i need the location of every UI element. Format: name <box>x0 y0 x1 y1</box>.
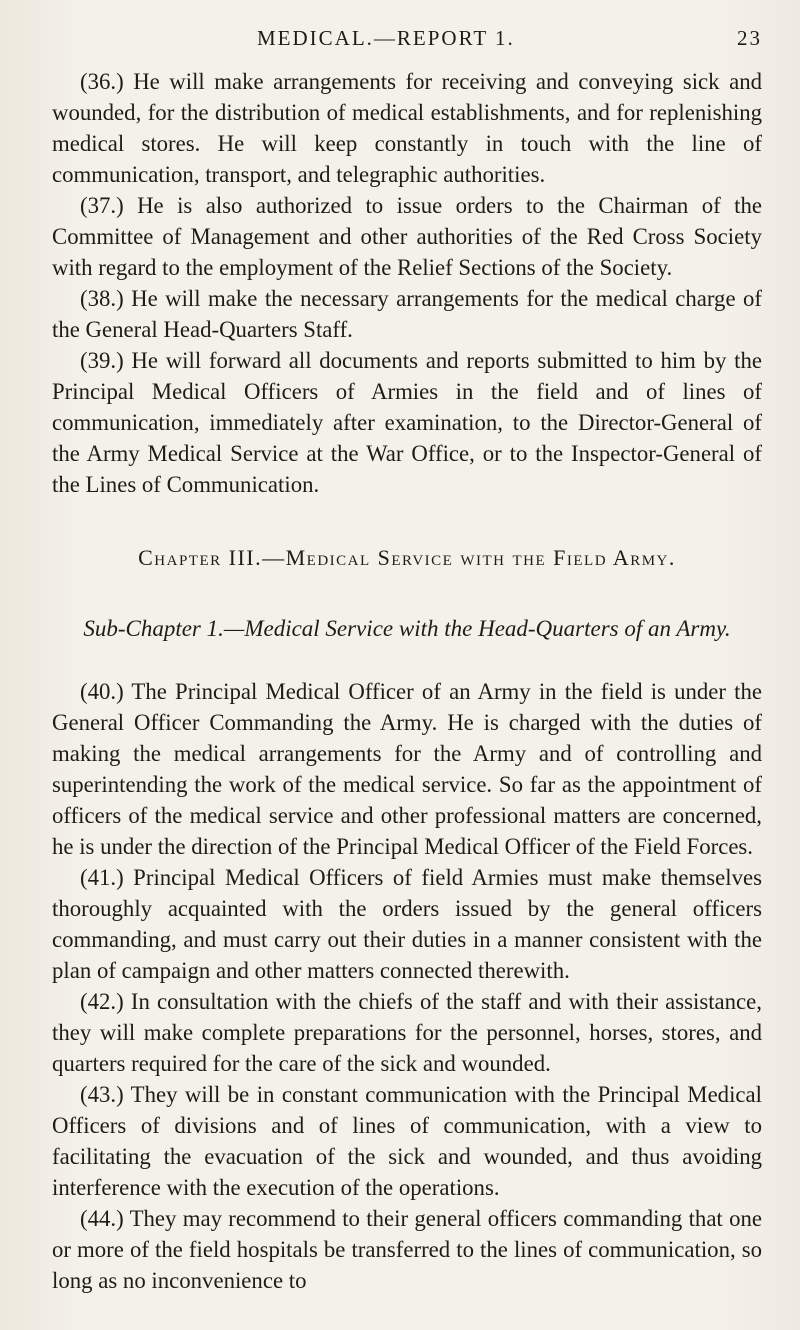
paragraph-43: (43.) They will be in constant communication with the Principal Medical Officers of divisions and of lines of communication, with a view to facilitating the evacuation of the sick and wounded, and thus avoiding interference with the execution of the operations. <box>52 1082 762 1200</box>
paragraph-41: (41.) Principal Medical Officers of field Armies must make themselves thoroughly acquainted with the orders issued by the general officers commanding, and must carry out their duties in a manner consistent with the plan of campaign and other matters connected therewith. <box>52 865 762 983</box>
paragraph-40: (40.) The Principal Medical Officer of an Army in the field is under the General Officer Commanding the Army. He is charged with the duties of making the medical arrangements for the Army and of controlling and superintending the work of the medical service. So far as the appointment of officers of the medical service and other professional matters are concerned, he is under the direction of the Principal Medical Officer of the Field Forces. <box>52 679 762 859</box>
paragraph-37: (37.) He is also authorized to issue orders to the Chairman of the Committee of Management and other authorities of the Red Cross Society with regard to the employment of the Relief Sections of the Society. <box>52 193 762 280</box>
paragraph-39: (39.) He will forward all documents and reports submitted to him by the Principal Medical Officers of Armies in the field and of lines of communication, immediately after examination, to the Director-General of the Army Medical Service at the War Office, or to the Inspector-General of the Lines of Communication. <box>52 348 762 497</box>
paragraph-42: (42.) In consultation with the chiefs of the staff and with their assistance, they will make complete preparations for the personnel, horses, stores, and quarters required for the care of the sick and wounded. <box>52 989 762 1076</box>
subchapter-heading: Sub-Chapter 1.—Medical Service with the Head-Quarters of an Army. <box>83 616 731 641</box>
running-head <box>52 26 762 56</box>
page-number: 23 <box>737 26 762 50</box>
body-text <box>52 66 762 1296</box>
paragraph-44: (44.) They may recommend to their general officers commanding that one or more of the field hospitals be transferred to the lines of communication, so long as no inconvenience to <box>52 1206 762 1293</box>
running-title: MEDICAL.—REPORT 1. <box>257 26 515 50</box>
paragraph-36: (36.) He will make arrangements for receiving and conveying sick and wounded, for the distribution of medical establishments, and for replenishing medical stores. He will keep constantly in touch with the line of communication, transport, and telegraphic authorities. <box>52 69 762 187</box>
paragraph-38: (38.) He will make the necessary arrangements for the medical charge of the General Head-Quarters Staff. <box>52 286 762 342</box>
chapter-heading: Chapter III.—Medical Service with the Field Army. <box>138 545 676 570</box>
